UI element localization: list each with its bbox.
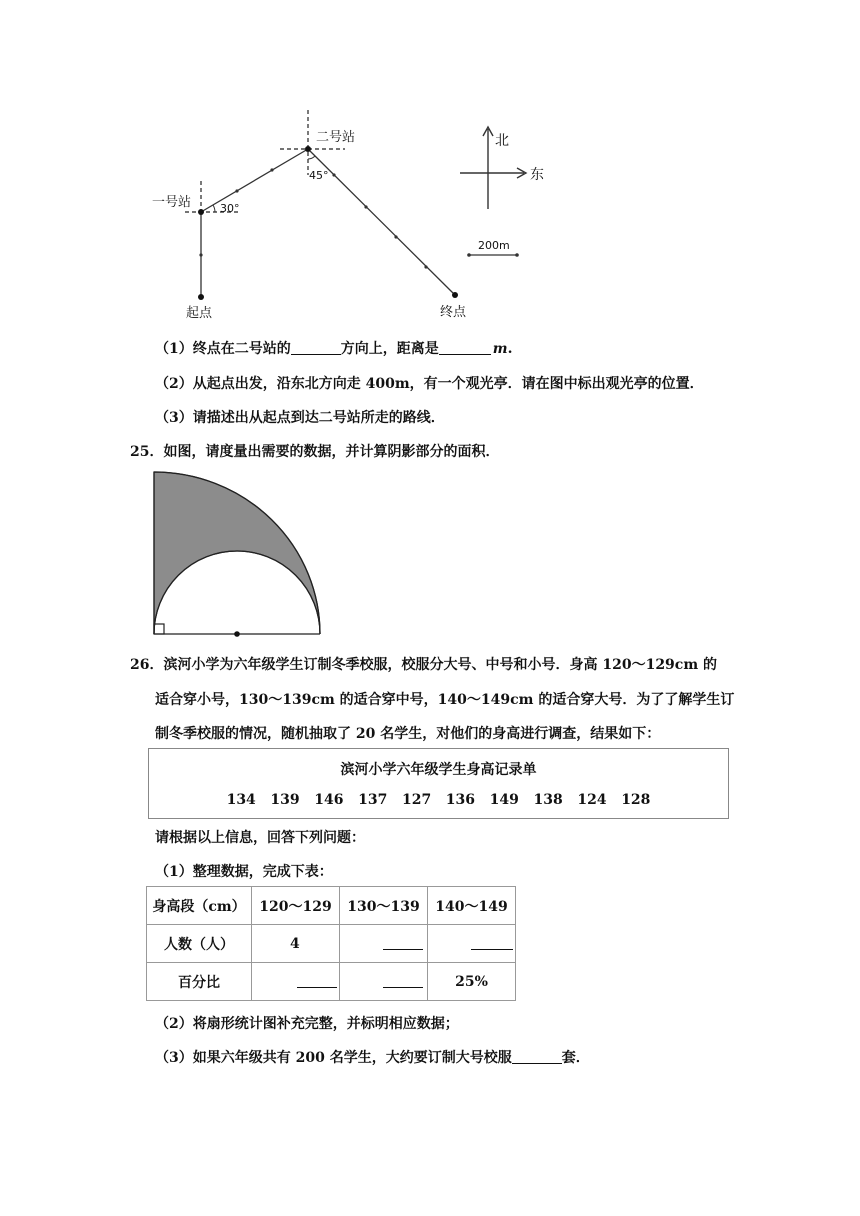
station2-point [305, 146, 311, 152]
q24-direction-blank[interactable] [291, 340, 341, 355]
table-cell: 4 [252, 925, 340, 963]
q26-line2: 适合穿小号，130～139cm 的适合穿中号，140～149cm 的适合穿大号．为了了解学生订 [155, 692, 735, 708]
q24-part3: （3）请描述出从起点到达二号站所走的路线． [155, 410, 445, 426]
route-station2-to-end [308, 149, 455, 295]
q24-part2: （2）从起点出发，沿东北方向走 400m，有一个观光亭．请在图中标出观光亭的位置． [155, 376, 704, 392]
table-cell-blank[interactable] [340, 925, 428, 963]
table-row [147, 925, 516, 963]
end-point [452, 292, 458, 298]
angle-30-arc [213, 205, 215, 212]
table-header-cell: 身高段（cm） [147, 887, 252, 925]
table-row [147, 887, 516, 925]
q26-prompt: 请根据以上信息，回答下列问题： [155, 830, 365, 846]
east-label: 东 [530, 167, 544, 183]
route-map-diagram [140, 105, 560, 325]
north-label: 北 [495, 133, 509, 149]
shaded-area-figure [150, 468, 326, 640]
table-row [147, 963, 516, 1001]
station1-label: 一号站 [152, 195, 192, 210]
q26-line1: 26．滨河小学为六年级学生订制冬季校服，校服分大号、中号和小号．身高 120～129cm 的 [130, 657, 718, 673]
station1-point [198, 209, 204, 215]
table-cell: 25% [428, 963, 516, 1001]
route-station1-to-station2 [201, 149, 308, 212]
station2-label: 二号站 [316, 130, 356, 145]
right-angle-mark [154, 624, 164, 634]
angle-30-label: 30° [220, 202, 240, 215]
table-cell-blank[interactable] [252, 963, 340, 1001]
q24-distance-blank[interactable] [439, 340, 491, 355]
height-record-box [148, 748, 729, 819]
table-cell: 百分比 [147, 963, 252, 1001]
start-point [198, 294, 204, 300]
q26-line3: 制冬季校服的情况，随机抽取了 20 名学生，对他们的身高进行调查，结果如下： [155, 726, 661, 742]
table-header-cell: 120～129 [252, 887, 340, 925]
end-label: 终点 [440, 305, 467, 320]
scale-label: 200m [478, 239, 510, 252]
shaded-region [154, 472, 320, 634]
q24-part1: （1）终点在二号站的 方向上，距离是 m. [155, 341, 513, 357]
q26-part3: （3）如果六年级共有 200 名学生，大约要订制大号校服 套． [155, 1050, 590, 1066]
height-table [146, 886, 516, 1001]
q26-part1: （1）整理数据，完成下表： [155, 864, 333, 880]
center-point [234, 631, 240, 637]
q26-large-size-blank[interactable] [512, 1049, 562, 1064]
angle-45-arc [308, 156, 315, 159]
table-header-cell: 130～139 [340, 887, 428, 925]
table-cell: 人数（人） [147, 925, 252, 963]
record-values: 134 139 146 137 127 136 149 138 124 128 [226, 792, 651, 808]
table-cell-blank[interactable] [340, 963, 428, 1001]
angle-45-label: 45° [309, 169, 329, 182]
record-title: 滨河小学六年级学生身高记录单 [340, 762, 537, 778]
start-label: 起点 [186, 306, 213, 321]
q26-part2: （2）将扇形统计图补充完整，并标明相应数据； [155, 1016, 459, 1032]
q25-question: 25．如图，请度量出需要的数据，并计算阴影部分的面积． [130, 444, 500, 460]
table-header-cell: 140～149 [428, 887, 516, 925]
table-cell-blank[interactable] [428, 925, 516, 963]
